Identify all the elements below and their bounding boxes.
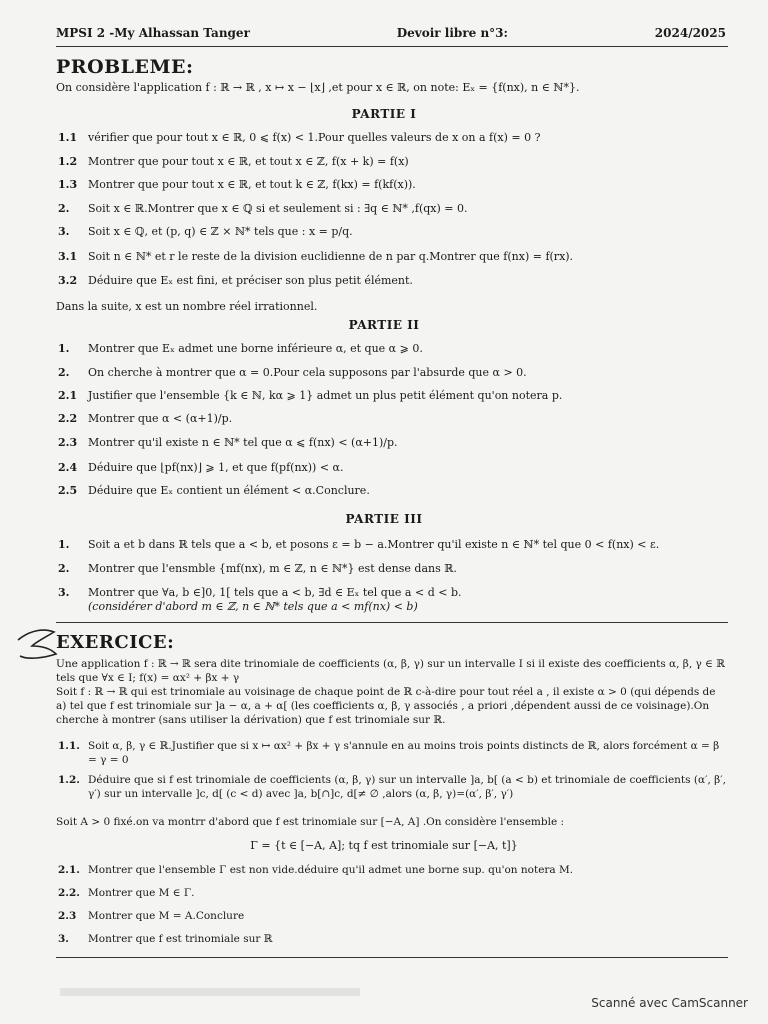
item-number: 1.1. — [58, 740, 80, 752]
item-text: Montrer qu'il existe n ∈ ℕ* tel que α ⩽ f(nx) < (α+1)/p. — [88, 436, 398, 449]
item-number: 1. — [58, 342, 70, 355]
item-text: Soit n ∈ ℕ* et r le reste de la division euclidienne de n par q.Montrer que f(nx) = f(rx). — [88, 250, 574, 263]
header-assignment: Devoir libre n°3: — [396, 26, 508, 40]
item-text: Déduire que ⌊pf(nx)⌋ ⩾ 1, et que f(pf(nx)) < α. — [88, 461, 344, 474]
item-number: 2.1 — [58, 389, 78, 402]
item-text: Soit a et b dans ℝ tels que a < b, et posons ε = b − a.Montrer qu'il existe n ∈ ℕ* tel que 0 < f(nx) < ε. — [88, 538, 660, 551]
item-number: 3. — [58, 586, 70, 599]
item-number: 2.2. — [58, 887, 80, 899]
item-number: 3. — [58, 933, 69, 945]
item-text: Montrer que l'ensemble Γ est non vide.déduire qu'il admet une borne sup. qu'on notera M. — [88, 864, 574, 876]
probleme-intro: On considère l'application f : ℝ → ℝ , x ↦ x − ⌊x⌋ ,et pour x ∈ ℝ, on note: Eₓ = {f(nx), n ∈ ℕ*}. — [56, 81, 580, 94]
item-number: 3.2 — [58, 274, 78, 287]
item-number: 3.1 — [58, 250, 78, 263]
header-class: MPSI 2 -My Alhassan Tanger — [56, 26, 250, 40]
item-text: Montrer que M ∈ Γ. — [88, 887, 195, 899]
item-text: Déduire que Eₓ contient un élément < α.Conclure. — [88, 484, 370, 497]
item-text: Soit x ∈ ℚ, et (p, q) ∈ ℤ × ℕ* tels que : x = p/q. — [88, 225, 353, 238]
list-item — [58, 863, 728, 877]
header-year: 2024/2025 — [654, 26, 726, 40]
item-text: Montrer que pour tout x ∈ ℝ, et tout x ∈ ℤ, f(x + k) = f(x) — [88, 155, 409, 168]
item-text: Soit x ∈ ℝ.Montrer que x ∈ ℚ si et seulement si : ∃q ∈ ℕ* ,f(qx) = 0. — [88, 202, 468, 215]
list-item — [58, 202, 728, 216]
item-number: 2.2 — [58, 412, 78, 425]
section-rule — [56, 622, 728, 623]
list-item — [58, 586, 728, 614]
list-item — [58, 274, 728, 288]
item-number: 1.2. — [58, 774, 80, 786]
item-text: Déduire que si f est trinomiale de coefficients (α, β, γ) sur un intervalle ]a, b[ (a < b) et trinomiale de coefficients (α′, β′, γ′) sur un intervalle ]c, d[ (c < d) avec ]a, b[∩]c, d[≠ ∅ ,alors (α, β, γ)=(α′, β′, γ′) — [88, 774, 726, 800]
list-item — [58, 178, 728, 192]
scanner-watermark: Scanné avec CamScanner — [591, 996, 748, 1010]
item-number: 2.3 — [58, 436, 78, 449]
item-text: Montrer que M = A.Conclure — [88, 910, 245, 922]
list-item — [58, 538, 728, 552]
list-item — [58, 131, 728, 145]
item-number: 1. — [58, 538, 70, 551]
list-item — [58, 909, 728, 923]
list-item — [58, 484, 728, 498]
item-number: 2.5 — [58, 484, 78, 497]
header — [56, 26, 726, 40]
item-number: 1.1 — [58, 131, 78, 144]
gamma-set-definition: Γ = {t ∈ [−A, A]; tq f est trinomiale sur [−A, t]} — [250, 839, 518, 852]
item-number: 1.2 — [58, 155, 78, 168]
list-item — [58, 773, 728, 801]
item-text: Montrer que l'ensmble {mf(nx), m ∈ ℤ, n ∈ ℕ*} est dense dans ℝ. — [88, 562, 457, 575]
list-item — [58, 225, 728, 239]
item-text: Montrer que Eₓ admet une borne inférieure α, et que α ⩾ 0. — [88, 342, 423, 355]
list-item — [58, 250, 728, 264]
list-item — [58, 412, 728, 426]
footer-rule — [56, 957, 728, 958]
list-item — [58, 932, 728, 946]
item-number: 2. — [58, 202, 70, 215]
item-hint: (considérer d'abord m ∈ ℤ, n ∈ ℕ* tels que a < mf(nx) < b) — [88, 600, 418, 613]
partie2-title: PARTIE II — [348, 318, 420, 332]
item-text: Montrer que ∀a, b ∈]0, 1[ tels que a < b, ∃d ∈ Eₓ tel que a < d < b. — [88, 586, 462, 599]
bleed-through-shadow — [60, 988, 360, 996]
probleme-title: PROBLEME: — [56, 56, 194, 78]
list-item — [58, 155, 728, 169]
item-number: 2.4 — [58, 461, 78, 474]
list-item — [58, 342, 728, 356]
item-text: Soit α, β, γ ∈ ℝ.Justifier que si x ↦ αx² + βx + γ s'annule en au moins trois points distincts de ℝ, alors forcément α = β = γ = 0 — [88, 740, 720, 766]
item-number: 3. — [58, 225, 70, 238]
exercice-intro-2: Soit f : ℝ → ℝ qui est trinomiale au voisinage de chaque point de ℝ c-à-dire pour tout réel a , il existe α > 0 (qui dépends de a) tel que f est trinomiale sur ]a − α, a + α[ (les coefficients α, β, γ associés , a priori ,dépendent aussi de ce voisinage).On cherche à montrer (sans utiliser la dérivation) que f est trinomiale sur ℝ. — [56, 686, 716, 726]
partie3-title: PARTIE III — [345, 512, 423, 526]
item-text: Montrer que α < (α+1)/p. — [88, 412, 233, 425]
item-text: Montrer que pour tout x ∈ ℝ, et tout k ∈ ℤ, f(kx) = f(kf(x)). — [88, 178, 416, 191]
item-text: Justifier que l'ensemble {k ∈ ℕ, kα ⩾ 1} admet un plus petit élément qu'on notera p. — [88, 389, 563, 402]
item-text: On cherche à montrer que α = 0.Pour cela supposons par l'absurde que α > 0. — [88, 366, 527, 379]
partie1-note: Dans la suite, x est un nombre réel irrationnel. — [56, 300, 318, 313]
partie1-title: PARTIE I — [351, 107, 417, 121]
exercice-intro-1: Une application f : ℝ → ℝ sera dite trinomiale de coefficients (α, β, γ) sur un intervalle I si il existe des coefficients α, β, γ ∈ ℝ tels que ∀x ∈ I; f(x) = αx² + βx + γ — [56, 658, 726, 684]
exercice-mid-text: Soit A > 0 fixé.on va montrr d'abord que f est trinomiale sur [−A, A] .On considère l'ensemble : — [56, 816, 565, 828]
item-text: vérifier que pour tout x ∈ ℝ, 0 ⩽ f(x) < 1.Pour quelles valeurs de x on a f(x) = 0 ? — [88, 131, 541, 144]
item-number: 1.3 — [58, 178, 78, 191]
list-item — [58, 389, 728, 403]
item-number: 2. — [58, 366, 70, 379]
header-rule — [56, 46, 728, 47]
list-item — [58, 562, 728, 576]
item-text: Montrer que f est trinomiale sur ℝ — [88, 933, 273, 945]
list-item — [58, 886, 728, 900]
item-number: 2. — [58, 562, 70, 575]
list-item — [58, 436, 728, 450]
list-item — [58, 739, 728, 767]
exercice-title: EXERCICE: — [56, 632, 175, 653]
item-text: Déduire que Eₓ est fini, et préciser son plus petit élément. — [88, 274, 413, 287]
item-number: 2.3 — [58, 910, 77, 922]
list-item — [58, 461, 728, 475]
item-number: 2.1. — [58, 864, 80, 876]
list-item — [58, 366, 728, 380]
